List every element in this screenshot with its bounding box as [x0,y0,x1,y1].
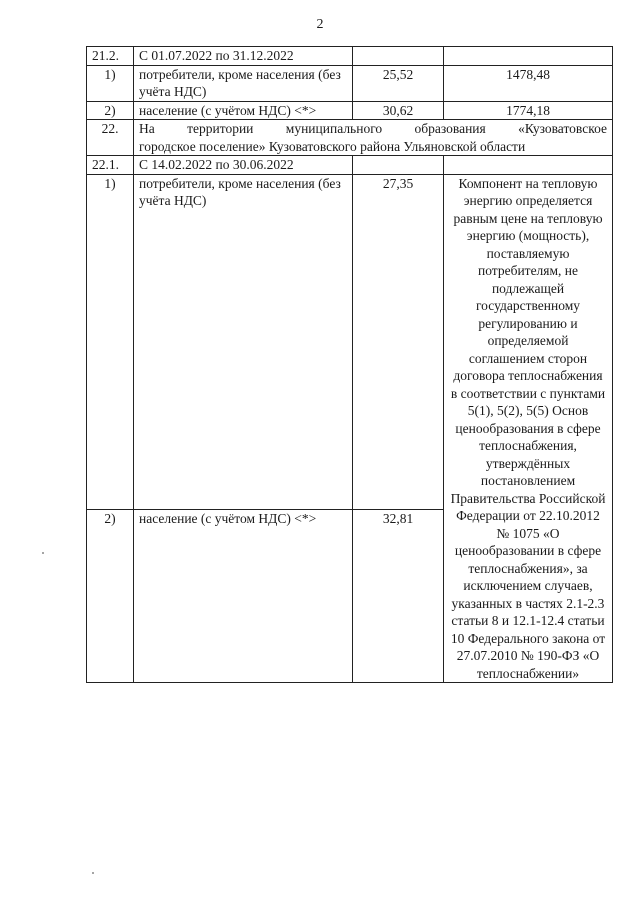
value-cell [444,47,613,66]
row-number: 21.2. [87,47,134,66]
value-cell: 1774,18 [444,101,613,120]
consumer-label: потребители, кроме населения (без учёта НДС) [134,174,353,510]
row-number: 1) [87,65,134,101]
value-cell: 27,35 [353,174,444,510]
scan-speck [42,552,44,554]
row-number: 2) [87,101,134,120]
component-note: Компонент на тепловую энергию определяется равным цене на тепловую энергию (мощность), поставляемую потребителям, не подлежащей государственному регулированию и определяемой соглашением сторон договора теплоснабжения в соответствии с пунктами 5(1), 5(2), 5(5) Основ ценообразования в сфере теплоснабжения, утверждённых постановлением Правительства Российской Федерации от 22.10.2012 № 1075 «О ценообразовании в сфере теплоснабжения», за исключением случаев, указанных в частях 2.1-2.3 статьи 8 и 12.1-12.4 статьи 10 Федерального закона от 27.07.2010 № 190-ФЗ «О теплоснабжении» [444,174,613,683]
value-cell: 1478,48 [444,65,613,101]
row-number: 1) [87,174,134,510]
table-row [87,174,613,510]
value-cell [353,47,444,66]
tariff-table [86,46,613,683]
row-number: 22. [87,120,134,156]
table-row [87,65,613,101]
consumer-label: потребители, кроме населения (без учёта НДС) [134,65,353,101]
consumer-label: население (с учётом НДС) <*> [134,101,353,120]
table-row [87,156,613,175]
row-number: 2) [87,510,134,683]
section-title [134,120,613,156]
page-number: 2 [316,17,324,32]
row-number: 22.1. [87,156,134,175]
period-label: С 01.07.2022 по 31.12.2022 [134,47,353,66]
value-cell: 30,62 [353,101,444,120]
table-row [87,101,613,120]
value-cell [444,156,613,175]
table-row [87,47,613,66]
section-title-line2: городское поселение» Кузоватовского района Ульяновской области [139,138,526,154]
period-label: С 14.02.2022 по 30.06.2022 [134,156,353,175]
consumer-label: население (с учётом НДС) <*> [134,510,353,683]
section-title-line1: На территории муниципального образования «Кузоватовское [139,121,607,136]
value-cell: 32,81 [353,510,444,683]
value-cell [353,156,444,175]
value-cell: 25,52 [353,65,444,101]
table-row [87,120,613,156]
scan-speck [92,872,94,874]
